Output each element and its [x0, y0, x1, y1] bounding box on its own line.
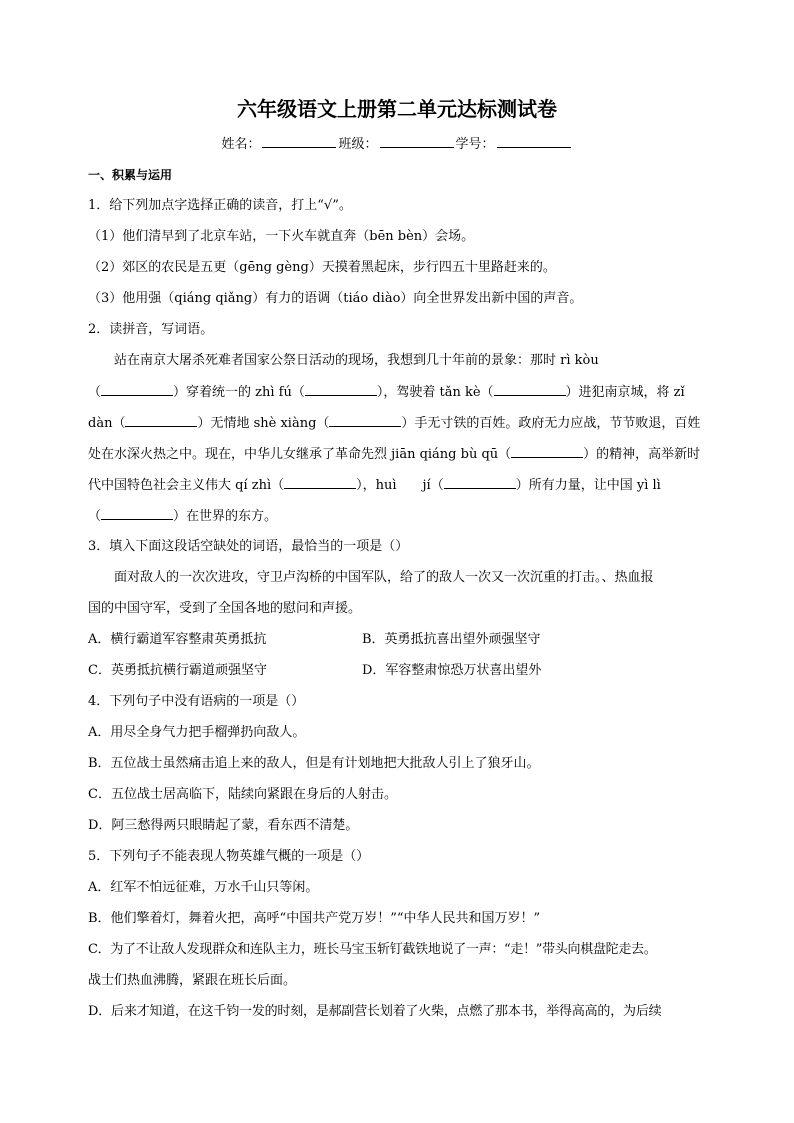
q2-text: ）在世界的东方。 — [173, 509, 278, 524]
id-blank[interactable] — [497, 134, 571, 148]
q4-option-d[interactable]: D．阿三愁得两只眼睛起了蒙，看东西不清楚。 — [88, 818, 359, 833]
q5-option-c-cont: 战士们热血沸腾，紧跟在班长后面。 — [88, 973, 297, 988]
q2-line-5 — [88, 476, 728, 495]
q2-text: 代中国特色社会主义伟大 qí zhì（ — [88, 478, 285, 493]
q5-option-c[interactable]: C．为了不让敌人发现群众和连队主力，班长马宝玉斩钉截铁地说了一声：“走！”带头向棋盘陀走去。 — [88, 942, 657, 957]
q1-item-2: （2）郊区的农民是五更（gēng gèng）天摸着黑起床，步行四五十里路赶来的。 — [88, 260, 556, 275]
q4-option-c[interactable]: C．五位战士居高临下，陆续向紧跟在身后的人射击。 — [88, 787, 397, 802]
q3-option-d[interactable]: D．军容整肃惊恐万状喜出望外 — [362, 663, 542, 678]
q2-text: ）的精神，高举新时 — [583, 447, 701, 462]
answer-blank[interactable] — [511, 445, 583, 458]
class-label: 班级： — [338, 137, 378, 152]
q5-option-a[interactable]: A．红军不怕远征难，万水千山只等闲。 — [88, 880, 319, 895]
q2-line-1: 站在南京大屠杀死难者国家公祭日活动的现场，我想到几十年前的景象：那时 rì kòu — [114, 353, 599, 368]
id-label: 学号： — [455, 137, 495, 152]
student-info — [0, 134, 794, 154]
answer-blank[interactable] — [305, 383, 377, 396]
q4-stem: 4．下列句子中没有语病的一项是（） — [88, 694, 305, 709]
q2-text: ），huì jí（ — [356, 478, 444, 493]
answer-blank[interactable] — [101, 507, 173, 520]
q2-text: （ — [88, 509, 102, 524]
q2-text: ）穿着统一的 zhì fú（ — [173, 385, 305, 400]
q2-text: ）无情地 shè xiàng（ — [197, 416, 330, 431]
q2-line-6 — [88, 507, 728, 526]
q4-option-a[interactable]: A．用尽全身气力把手榴弹扔向敌人。 — [88, 725, 306, 740]
q5-stem: 5．下列句子不能表现人物英雄气概的一项是（） — [88, 849, 370, 864]
q2-text: （ — [88, 385, 102, 400]
answer-blank[interactable] — [444, 476, 516, 489]
q3-passage-2: 国的中国守军，受到了全国各地的慰问和声援。 — [88, 601, 362, 616]
answer-blank[interactable] — [125, 414, 197, 427]
answer-blank[interactable] — [494, 383, 566, 396]
name-blank[interactable] — [262, 134, 336, 148]
section-heading: 一、积累与运用 — [88, 168, 173, 182]
q5-option-b[interactable]: B．他们擎着灯，舞着火把，高呼“中国共产党万岁！”“中华人民共和国万岁！” — [88, 911, 541, 926]
page-title: 六年级语文上册第二单元达标测试卷 — [237, 97, 557, 121]
q2-line-2 — [88, 383, 728, 402]
q1-item-1: （1）他们清早到了北京车站，一下火车就直奔（bēn bèn）会场。 — [88, 229, 475, 244]
q3-options-row-2 — [88, 662, 728, 680]
q1-item-3: （3）他用强（qiáng qiǎng）有力的语调（tiáo diào）向全世界发出新中国的声音。 — [88, 291, 583, 306]
q2-text: dàn（ — [88, 416, 126, 431]
q5-option-d[interactable]: D．后来才知道，在这千钧一发的时刻，是郝副营长划着了火柴，点燃了那本书，举得高高的，为后续 — [88, 1004, 662, 1019]
q3-option-b[interactable]: B．英勇抵抗喜出望外顽强坚守 — [362, 632, 541, 647]
q2-line-4 — [88, 445, 728, 464]
answer-blank[interactable] — [284, 476, 356, 489]
q3-stem: 3．填入下面这段话空缺处的词语，最恰当的一项是（） — [88, 539, 409, 554]
q3-option-a[interactable]: A．横行霸道军容整肃英勇抵抗 — [88, 632, 267, 647]
q2-text: ）所有力量，让中国 yì lì — [515, 478, 661, 493]
name-label: 姓名： — [221, 137, 261, 152]
q2-text: ）手无寸铁的百姓。政府无力应战，节节败退，百姓 — [401, 416, 701, 431]
answer-blank[interactable] — [101, 383, 173, 396]
q2-text: ），驾驶着 tǎn kè（ — [376, 385, 494, 400]
q3-passage-1: 面对敌人的一次次进攻，守卫卢沟桥的中国军队，给了的敌人一次又一次沉重的打击。、热血报 — [114, 570, 654, 585]
q2-text: ）进犯南京城，将 zǐ — [565, 385, 685, 400]
answer-blank[interactable] — [329, 414, 401, 427]
q2-text: 处在水深火热之中。现在，中华儿女继承了革命先烈 jiān qiáng bù qū（ — [88, 447, 512, 462]
q3-options-row-1 — [88, 631, 728, 649]
q2-line-3 — [88, 414, 728, 433]
q2-stem: 2．读拼音，写词语。 — [88, 322, 214, 337]
q4-option-b[interactable]: B．五位战士虽然痛击追上来的敌人，但是有计划地把大批敌人引上了狼牙山。 — [88, 756, 540, 771]
q1-stem: 1．给下列加点字选择正确的读音，打上“√”。 — [88, 198, 352, 213]
q3-option-c[interactable]: C．英勇抵抗横行霸道顽强坚守 — [88, 663, 267, 678]
class-blank[interactable] — [380, 134, 454, 148]
